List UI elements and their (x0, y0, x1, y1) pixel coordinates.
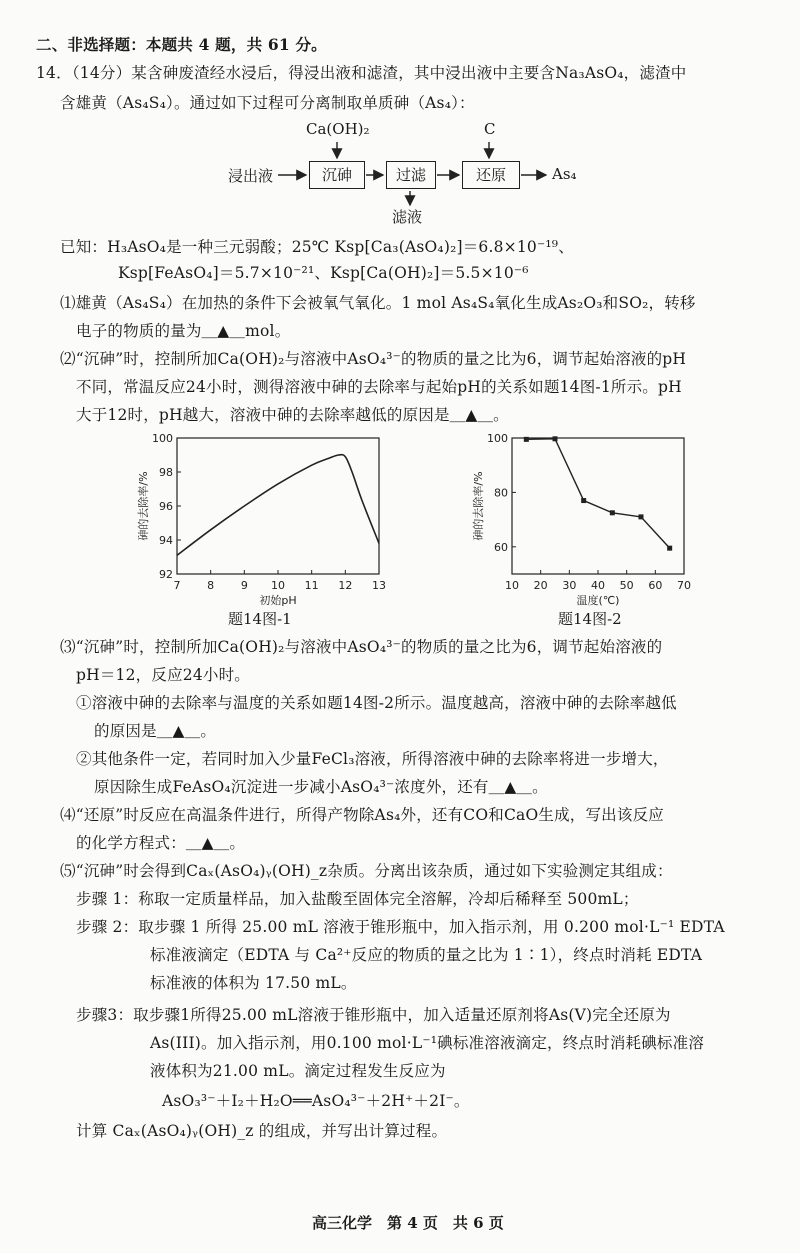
question-line-1: 14．（14分）某含砷废渣经水浸后，得浸出液和滤渣，其中浸出液中主要含Na₃AsO₄，滤渣中 (36, 64, 687, 82)
series-line (177, 455, 379, 556)
part2-line-1: ⑵“沉砷”时，控制所加Ca(OH)₂与溶液中AsO₄³⁻的物质的量之比为6，调节起始溶液的pH (60, 350, 687, 368)
flow-filtrate: 滤液 (392, 208, 423, 226)
part4-line-1: ⑷“还原”时反应在高温条件进行，所得产物除As₄外，还有CO和CaO生成，写出该反应 (60, 806, 664, 824)
chart1-caption: 题14图-1 (228, 610, 292, 628)
chart2-caption: 题14图-2 (558, 610, 622, 628)
part5-step3-line-1: 步骤3：取步骤1所得25.00 mL溶液于锥形瓶中，加入适量还原剂将As(V)完全还原为 (76, 1006, 671, 1024)
flow-arrows (0, 0, 800, 240)
flow-step-reduce: 还原 (462, 161, 520, 189)
y-tick-label: 60 (494, 540, 508, 554)
x-tick-label: 9 (240, 579, 248, 592)
series-line (526, 439, 669, 548)
x-axis-label: 初始pH (259, 594, 297, 607)
part5-step2-line-3: 标准液的体积为 17.50 mL。 (150, 974, 357, 992)
part3-line-1: ⑶“沉砷”时，控制所加Ca(OH)₂与溶液中AsO₄³⁻的物质的量之比为6，调节起始溶液的 (60, 638, 663, 656)
flow-reagent-caoh2: Ca(OH)₂ (306, 120, 370, 138)
chart-ph-removal (125, 428, 395, 608)
part3-sub2-line-2: 原因除生成FeAsO₄沉淀进一步减小AsO₄³⁻浓度外，还有＿▲＿。 (94, 778, 548, 796)
part1-line-1: ⑴雄黄（As₄S₄）在加热的条件下会被氧气氧化。1 mol As₄S₄氧化生成As₂O₃和SO₂，转移 (60, 294, 696, 312)
known-line-2: Ksp[FeAsO₄]＝5.7×10⁻²¹、Ksp[Ca(OH)₂]＝5.5×10⁻⁶ (118, 264, 529, 282)
y-tick-label: 80 (494, 486, 508, 500)
part3-sub1-line-1: ①溶液中砷的去除率与温度的关系如题14图-2所示。温度越高，溶液中砷的去除率越低 (76, 694, 677, 712)
part3-line-2: pH＝12，反应24小时。 (76, 666, 250, 684)
x-tick-label: 10 (505, 579, 519, 592)
x-tick-label: 50 (619, 579, 634, 592)
y-axis-label: 砷的去除率/% (472, 471, 485, 541)
y-tick-label: 96 (159, 500, 173, 513)
y-tick-label: 100 (152, 432, 173, 445)
part5-final: 计算 Caₓ(AsO₄)ᵧ(OH)_z 的组成，并写出计算过程。 (76, 1122, 448, 1140)
x-tick-label: 20 (533, 579, 548, 592)
x-axis-label: 温度(℃) (576, 594, 620, 607)
part3-sub2-line-1: ②其他条件一定，若同时加入少量FeCl₃溶液，所得溶液中砷的去除率将进一步增大， (76, 750, 669, 768)
part5-step3-line-3: 液体积为21.00 mL。滴定过程发生反应为 (150, 1062, 446, 1080)
known-line-1: 已知：H₃AsO₄是一种三元弱酸；25℃ Ksp[Ca₃(AsO₄)₂]＝6.8×10⁻¹⁹、 (60, 238, 574, 256)
part5-step2-line-1: 步骤 2：取步骤 1 所得 25.00 mL 溶液于锥形瓶中，加入指示剂，用 0.200 mol·L⁻¹ EDTA (76, 918, 725, 936)
part4-line-2: 的化学方程式：＿▲＿。 (76, 834, 246, 852)
part5-step1: 步骤 1：称取一定质量样品，加入盐酸至固体完全溶解，冷却后稀释至 500mL； (76, 890, 639, 908)
flow-step-filter: 过滤 (386, 161, 436, 189)
question-line-2: 含雄黄（As₄S₄）。通过如下过程可分离制取单质砷（As₄）： (60, 94, 475, 112)
y-tick-label: 100 (487, 432, 508, 445)
part3-sub1-line-2: 的原因是＿▲＿。 (94, 722, 217, 740)
x-tick-label: 10 (271, 579, 285, 592)
y-tick-label: 94 (159, 534, 173, 547)
part5-step3-line-2: As(III)。加入指示剂，用0.100 mol·L⁻¹碘标准溶液滴定，终点时消耗碘标准溶 (150, 1034, 705, 1052)
data-point (639, 514, 644, 519)
x-tick-label: 12 (338, 579, 353, 592)
data-point (610, 510, 615, 515)
data-point (553, 436, 558, 441)
page-footer: 高三化学 第 4 页 共 6 页 (312, 1214, 504, 1232)
part1-line-2: 电子的物质的量为＿▲＿mol。 (76, 322, 291, 340)
x-tick-label: 7 (173, 579, 181, 592)
x-tick-label: 8 (207, 579, 215, 592)
part2-line-2: 不同，常温反应24小时，测得溶液中砷的去除率与起始pH的关系如题14图-1所示。pH (76, 378, 682, 396)
y-tick-label: 98 (159, 466, 173, 479)
x-tick-label: 11 (304, 579, 319, 592)
part5-equation: AsO₃³⁻＋I₂＋H₂O══AsO₄³⁻＋2H⁺＋2I⁻。 (162, 1092, 470, 1110)
x-tick-label: 13 (372, 579, 386, 592)
y-tick-label: 92 (159, 568, 173, 581)
x-tick-label: 60 (648, 579, 663, 592)
data-point (667, 546, 672, 551)
y-axis-label: 砷的去除率/% (137, 471, 150, 541)
flow-reagent-carbon: C (484, 120, 496, 138)
plot-frame (177, 438, 379, 574)
flow-step-precipitate: 沉砷 (309, 161, 365, 189)
part2-line-3: 大于12时，pH越大，溶液中砷的去除率越低的原因是＿▲＿。 (76, 406, 509, 424)
part5-intro: ⑸“沉砷”时会得到Caₓ(AsO₄)ᵧ(OH)_z杂质。分离出该杂质，通过如下实验测定其组成： (60, 862, 673, 880)
data-point (524, 437, 529, 442)
flow-input: 浸出液 (228, 167, 274, 185)
x-tick-label: 40 (591, 579, 605, 592)
x-tick-label: 70 (677, 579, 691, 592)
data-point (581, 498, 586, 503)
x-tick-label: 30 (562, 579, 577, 592)
part5-step2-line-2: 标准液滴定（EDTA 与 Ca²⁺反应的物质的量之比为 1∶1），终点时消耗 EDTA (150, 946, 703, 964)
flow-output: As₄ (552, 165, 577, 183)
chart-temperature-removal (470, 428, 700, 608)
section-heading: 二、非选择题：本题共 4 题，共 61 分。 (36, 35, 327, 54)
